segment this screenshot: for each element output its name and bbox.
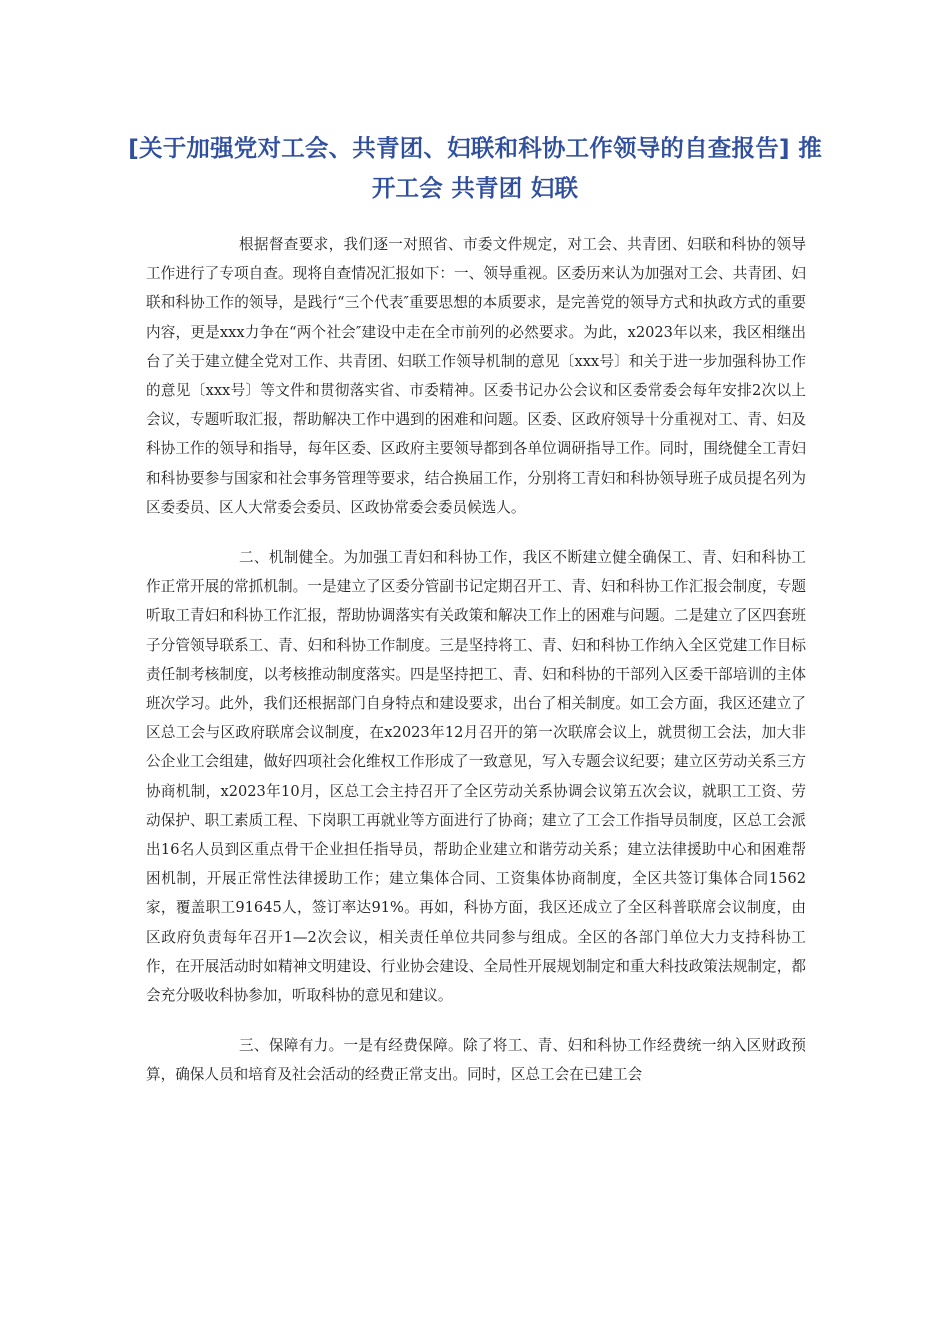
paragraph-guarantee: 三、保障有力。一是有经费保障。除了将工、青、妇和科协工作经费统一纳入区财政预算，确保人员和培育及社会活动的经费正常支出。同时，区总工会在已建工会 <box>146 1037 806 1084</box>
document-title: [关于加强党对工会、共青团、妇联和科协工作领导的自查报告] 推开工会 共青团 妇联 <box>128 134 822 202</box>
paragraph-leadership: 根据督查要求，我们逐一对照省、市委文件规定，对工会、共青团、妇联和科协的领导工作进行了专项自查。现将自查情况汇报如下：一、领导重视。区委历来认为加强对工会、共青团、妇联和科协工作的领导，是践行“三个代表″重要思想的本质要求，是完善党的领导方式和执政方式的重要内容，更是xxx力争在“两个社会″建设中走在全市前列的必然要求。为此，x2023年以来，我区相继出台了关于建立健全党对工作、共青团、妇联工作领导机制的意见〔xxx号〕和关于进一步加强科协工作的意见〔xxx号〕等文件和贯彻落实省、市委精神。区委书记办公会议和区委常委会每年安排2次以上会议，专题听取汇报，帮助解决工作中遇到的困难和问题。区委、区政府领导十分重视对工、青、妇及科协工作的领导和指导，每年区委、区政府主要领导都到各单位调研指导工作。同时，围绕健全工青妇和科协要参与国家和社会事务管理等要求，结合换届工作，分别将工青妇和科协领导班子成员提名列为区委委员、区人大常委会委员、区政协常委会委员候选人。 <box>146 236 806 516</box>
paragraph-mechanism: 二、机制健全。为加强工青妇和科协工作，我区不断建立健全确保工、青、妇和科协工作正常开展的常抓机制。一是建立了区委分管副书记定期召开工、青、妇和科协工作汇报会制度，专题听取工青妇和科协工作汇报，帮助协调落实有关政策和解决工作上的困难与问题。二是建立了区四套班子分管领导联系工、青、妇和科协工作制度。三是坚持将工、青、妇和科协工作纳入全区党建工作目标责任制考核制度，以考核推动制度落实。四是坚持把工、青、妇和科协的干部列入区委干部培训的主体班次学习。此外，我们还根据部门自身特点和建设要求，出台了相关制度。如工会方面，我区还建立了区总工会与区政府联席会议制度，在x2023年12月召开的第一次联席会议上，就贯彻工会法，加大非公企业工会组建，做好四项社会化维权工作形成了一致意见，写入专题会议纪要；建立区劳动关系三方协商机制，x2023年10月，区总工会主持召开了全区劳动关系协调会议第五次会议，就职工工资、劳动保护、职工素质工程、下岗职工再就业等方面进行了协商；建立了工会工作指导员制度，区总工会派出16名人员到区重点骨干企业担任指导员，帮助企业建立和谐劳动关系；建立法律援助中心和困难帮困机制，开展正常性法律援助工作；建立集体合同、工资集体协商制度，全区共签订集体合同1562家，覆盖职工91645人，签订率达91%。再如，科协方面，我区还成立了全区科普联席会议制度，由区政府负责每年召开1—2次会议，相关责任单位共同参与组成。全区的各部门单位大力支持科协工作，在开展活动时如精神文明建设、行业协会建设、全局性开展规划制定和重大科技政策法规制定，都会充分吸收科协参加，听取科协的意见和建议。 <box>146 549 806 1005</box>
document-body <box>146 230 806 1090</box>
